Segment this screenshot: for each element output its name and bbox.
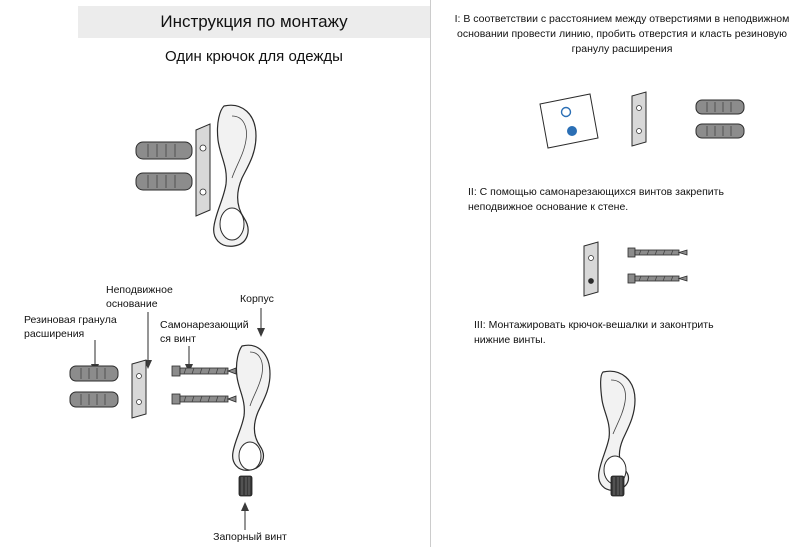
base-plate-icon	[196, 124, 210, 216]
screw-icon	[172, 366, 236, 404]
page-title: Инструкция по монтажу	[160, 12, 348, 31]
wall-panel-icon	[540, 94, 598, 148]
label-self-tapping-screw-line2: ся винт	[160, 333, 196, 345]
screw-icon	[628, 248, 687, 283]
label-rubber-granule-line2: расширения	[24, 328, 85, 340]
step-2-line1: II: С помощью самонарезающихся винтов закрепить	[468, 186, 724, 198]
assembly-illustration-top	[120, 100, 320, 260]
label-fixed-base-line1: Неподвижное	[106, 284, 173, 296]
step-3-text	[474, 318, 794, 348]
label-locking-screw	[190, 530, 310, 544]
locking-screw-icon-step3	[608, 474, 628, 498]
step-1-line2: основании провести линию, пробить отверстия и класть резиновую	[456, 28, 788, 40]
label-locking-screw-line1: Запорный винт	[213, 531, 287, 543]
label-self-tapping-screw-line1: Самонарезающий	[160, 319, 249, 331]
hook-body-icon	[214, 105, 256, 246]
label-fixed-base	[106, 283, 196, 311]
arrow-up-icon-locking-screw	[238, 502, 252, 530]
step-1-line3: гранулу расширения	[571, 43, 673, 55]
label-body-line1: Корпус	[240, 293, 274, 305]
step-2-text	[468, 185, 788, 215]
step-3-line1: III: Монтажировать крючок-вешалки и законтрить	[474, 319, 714, 331]
hook-body-icon	[233, 345, 270, 470]
label-rubber-granule	[24, 313, 134, 341]
step-1-text	[452, 12, 792, 57]
page-title-bar	[78, 6, 430, 38]
label-fixed-base-line2: основание	[106, 298, 158, 310]
label-rubber-granule-line1: Резиновая гранула	[24, 314, 117, 326]
base-plate-icon	[584, 242, 598, 296]
assembly-illustration-parts	[60, 352, 290, 462]
arrow-down-icon-body	[254, 308, 268, 338]
hook-body-icon	[599, 371, 635, 490]
anchor-plug-icon	[696, 100, 744, 138]
label-self-tapping-screw	[160, 318, 250, 346]
step-1-line1: I: В соответствии с расстоянием между отверстиями в неподвижном	[454, 13, 790, 25]
base-plate-icon	[132, 360, 146, 418]
anchor-plug-icon	[136, 142, 192, 190]
page-subtitle: Один крючок для одежды	[165, 48, 343, 65]
panel-divider	[430, 0, 431, 547]
step-3-line2: нижние винты.	[474, 334, 546, 346]
step-1-illustration	[520, 86, 780, 166]
step-2-illustration	[578, 238, 718, 300]
locking-screw-icon	[236, 474, 256, 498]
step-2-line2: неподвижное основание к стене.	[468, 201, 629, 213]
base-plate-icon	[632, 92, 646, 146]
label-body	[240, 292, 310, 306]
step-3-illustration	[585, 368, 665, 478]
anchor-plug-icon	[70, 366, 118, 407]
